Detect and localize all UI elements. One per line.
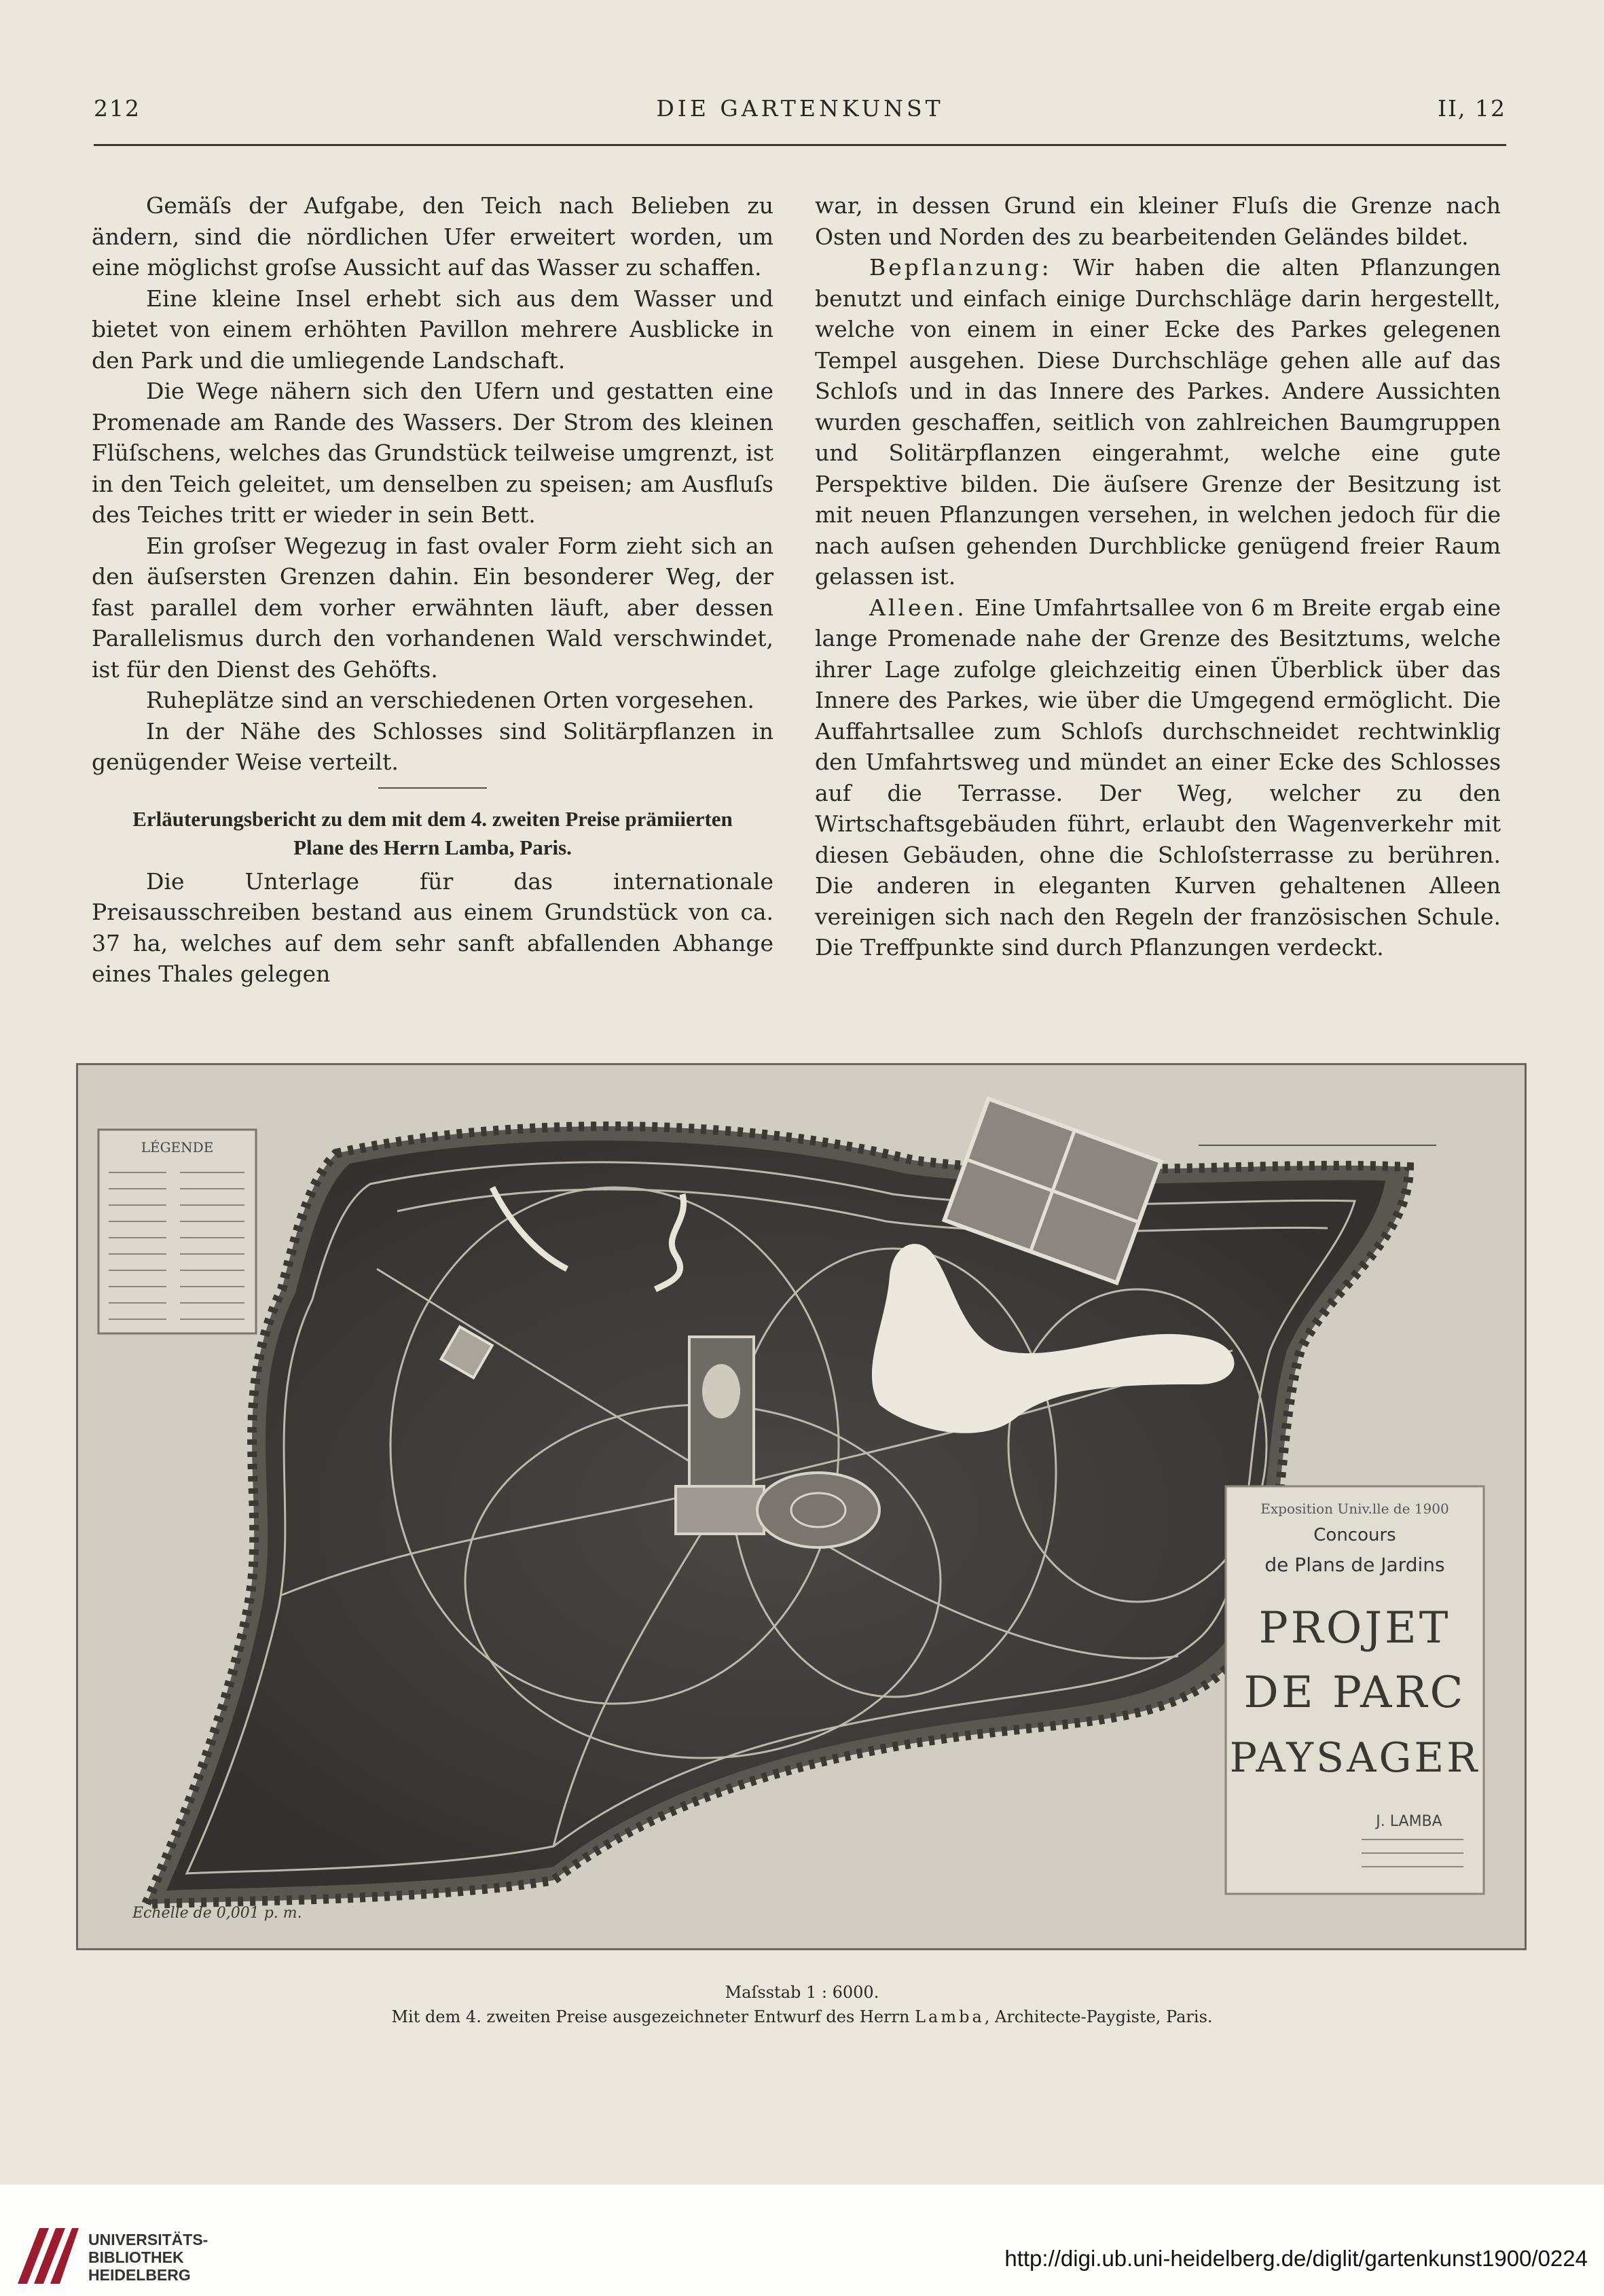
paragraph xyxy=(815,252,1501,592)
section-heading-line: Plane des Herrn Lamba, Paris. xyxy=(293,835,572,859)
header-rule xyxy=(94,144,1506,146)
paragraph-text: Eine Umfahrtsallee von 6 m Breite ergab eine lange Promenade nahe der Grenze des Besitztums, welche ihrer Lage zufolge gleichzeitig einen Überblick über das Innere des Parkes, wie über die Umgegend ermöglicht. Die Auffahrtsallee zum Schloſs durchschneidet rechtwinklig den Umfahrtsweg und mündet an einer Ecke des Schlosses auf die Terrasse. Der Weg, welcher zu den Wirtschaftsgebäuden führt, erlaubt den Wagenverkehr mit diesen Gebäuden, ohne die Schloſsterrasse zu berühren. Die anderen in eleganten Kurven gehaltenen Alleen vereinigen sich nach den Regeln der französischen Schule. Die Treffpunkte sind durch Pflanzungen verdeckt. xyxy=(815,594,1501,961)
paragraph: Die Wege nähern sich den Ufern und gestatten eine Promenade am Rande des Wassers. Der Strom des kleinen Flüſschens, welches das Grundstück teilweise umgrenzt, ist in den Teich geleitet, um denselben zu speisen; am Ausfluſs des Teiches tritt er wieder in sein Bett. xyxy=(92,378,773,528)
cartouche-projet: PROJET xyxy=(1258,1603,1451,1653)
right-column xyxy=(815,190,1501,963)
library-footer xyxy=(0,2185,1604,2296)
legend-box xyxy=(98,1130,256,1333)
paragraph: Ein groſser Wegezug in fast ovaler Form zieht sich an den äuſsersten Grenzen dahin. Ein besonderer Weg, der fast parallel dem vorher erwähnten läuft, aber dessen Parallelismus durch den vorhandenen Wald verschwindet, ist für den Dienst des Gehöfts. xyxy=(92,532,773,683)
library-name xyxy=(88,2231,208,2284)
caption-description xyxy=(0,2005,1604,2029)
cartouche-paysager: PAYSAGER xyxy=(1229,1734,1480,1782)
section-heading xyxy=(92,805,773,862)
source-url-link[interactable]: http://digi.ub.uni-heidelberg.de/diglit/gartenkunst1900/0224 xyxy=(1004,2246,1588,2271)
caption-text: , Architecte-Paygiste, Paris. xyxy=(984,2007,1213,2026)
scale-note: Echelle de 0,001 p. m. xyxy=(132,1905,302,1922)
figure-caption xyxy=(0,1980,1604,2029)
cartouche-author: J. LAMBA xyxy=(1376,1813,1442,1830)
paragraph: Gemäſs der Aufgabe, den Teich nach Belieben zu ändern, sind die nördlichen Ufer erweitert worden, um eine möglichst groſse Aussicht auf das Wasser zu schaffen. xyxy=(92,192,773,281)
cartouche-parc: DE PARC xyxy=(1243,1668,1466,1718)
cartouche-exhibition: Exposition Univ.lle de 1900 xyxy=(1260,1501,1449,1517)
section-separator xyxy=(378,787,487,789)
spaced-lead: Alleen. xyxy=(869,594,967,621)
caption-author: Lamba xyxy=(915,2007,985,2026)
library-name-line: BIBLIOTHEK xyxy=(88,2248,184,2266)
left-column xyxy=(92,190,773,990)
paragraph xyxy=(815,592,1501,963)
library-name-line: HEIDELBERG xyxy=(88,2266,191,2284)
caption-text: Mit dem 4. zweiten Preise ausgezeichneter Entwurf des Herrn xyxy=(391,2007,915,2026)
paragraph: Eine kleine Insel erhebt sich aus dem Wasser und bietet von einem erhöhten Pavillon mehrere Ausblicke in den Park und die umliegende Landschaft. xyxy=(92,285,773,374)
cartouche-plans: de Plans de Jardins xyxy=(1264,1554,1445,1576)
paragraph: Ruheplätze sind an verschiedenen Orten vorgesehen. xyxy=(146,687,754,713)
caption-scale: Maſsstab 1 : 6000. xyxy=(725,1983,879,2002)
cartouche-concours: Concours xyxy=(1313,1525,1396,1545)
volume-number: II, 12 xyxy=(1437,95,1506,122)
paragraph: In der Nähe des Schlosses sind Solitärpflanzen in genügender Weise verteilt. xyxy=(92,717,773,775)
running-header xyxy=(94,95,1506,136)
section-heading-line: Erläuterungsbericht zu dem mit dem 4. zweiten Preise prämiierten xyxy=(132,806,733,831)
page-number: 212 xyxy=(94,95,141,122)
journal-title: DIE GARTENKUNST xyxy=(656,95,944,122)
paragraph-text: Wir haben die alten Pflanzungen benutzt und einfach einige Durchschläge darin hergestellt, welche von einem in einer Ecke des Parkes gelegenen Tempel ausgehen. Diese Durchschläge gehen alle auf das Schloſs und in das Innere des Parkes. Andere Aussichten wurden geschaffen, seitlich von zahlreichen Baumgruppen und Solitärpflanzen eingerahmt, welche eine gute Perspektive bilden. Die äuſsere Grenze der Besitzung ist mit neuen Pflanzungen versehen, in welchen jedoch für die nach auſsen gehenden Durchblicke genügend freier Raum gelassen ist. xyxy=(815,254,1501,590)
spaced-lead: Bepflanzung: xyxy=(869,254,1052,281)
title-cartouche xyxy=(1226,1486,1484,1894)
park-plan-illustration xyxy=(76,1063,1527,1950)
library-name-line: UNIVERSITÄTS- xyxy=(88,2231,208,2248)
library-logo-icon xyxy=(15,2225,80,2286)
paragraph: war, in dessen Grund ein kleiner Fluſs die Grenze nach Osten und Norden des zu bearbeitenden Geländes bildet. xyxy=(815,192,1501,250)
park-plan-drawing xyxy=(78,1065,1525,1948)
legend-title: LÉGENDE xyxy=(141,1139,214,1155)
paragraph: Die Unterlage für das internationale Preisausschreiben bestand aus einem Grundstück von ca. 37 ha, welches auf dem sehr sanft abfallenden Abhange eines Thales gelegen xyxy=(92,867,773,987)
